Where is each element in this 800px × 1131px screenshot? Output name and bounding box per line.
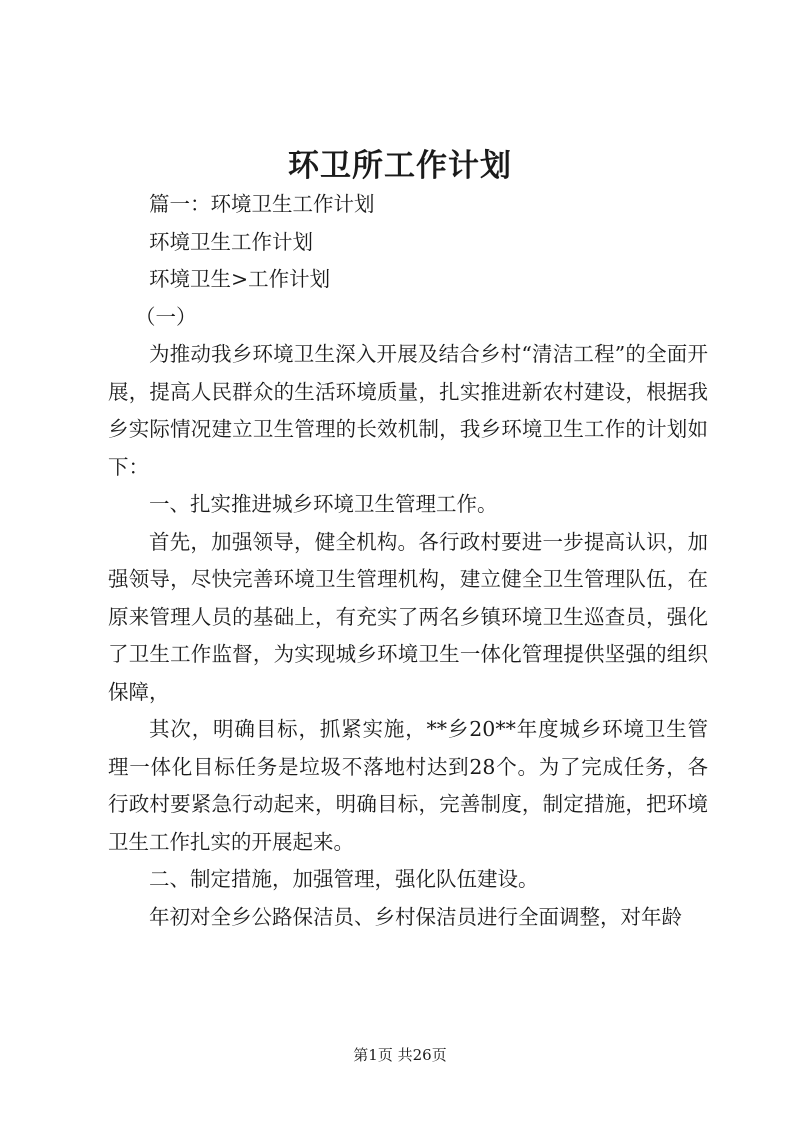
subheading: 环境卫生工作计划	[149, 229, 313, 254]
section-heading: 二、制定措施，加强管理，强化队伍建设。	[149, 867, 539, 891]
page-number-footer: 第1页 共26页	[353, 1046, 447, 1064]
document-body	[108, 186, 708, 936]
section-heading: 一、扎实推进城乡环境卫生管理工作。	[149, 492, 498, 516]
document-title: 环卫所工作计划	[288, 148, 512, 184]
numbered-marker: （一）	[135, 304, 197, 329]
body-paragraph: 其次，明确目标，抓紧实施，**乡20**年度城乡环境卫生管理一体化目标任务是垃圾不落地村达到28个。为了完成任务，各行政村要紧急行动起来，明确目标，完善制度，制定措施，把环境卫生工作扎实的开展起来。	[108, 717, 708, 854]
body-paragraph: 年初对全乡公路保洁员、乡村保洁员进行全面调整，对年龄	[149, 904, 682, 929]
body-paragraph: 为推动我乡环境卫生深入开展及结合乡村“清洁工程”的全面开展，提高人民群众的生活环境质量，扎实推进新农村建设，根据我乡实际情况建立卫生管理的长效机制，我乡环境卫生工作的计划如下：	[108, 342, 708, 479]
body-paragraph: 首先，加强领导，健全机构。各行政村要进一步提高认识，加强领导，尽快完善环境卫生管理机构，建立健全卫生管理队伍，在原来管理人员的基础上，有充实了两名乡镇环境卫生巡查员，强化了卫生工作监督，为实现城乡环境卫生一体化管理提供坚强的组织保障，	[108, 529, 708, 704]
subheading: 环境卫生>工作计划	[149, 267, 331, 291]
section-heading: 篇一：环境卫生工作计划	[149, 192, 375, 216]
